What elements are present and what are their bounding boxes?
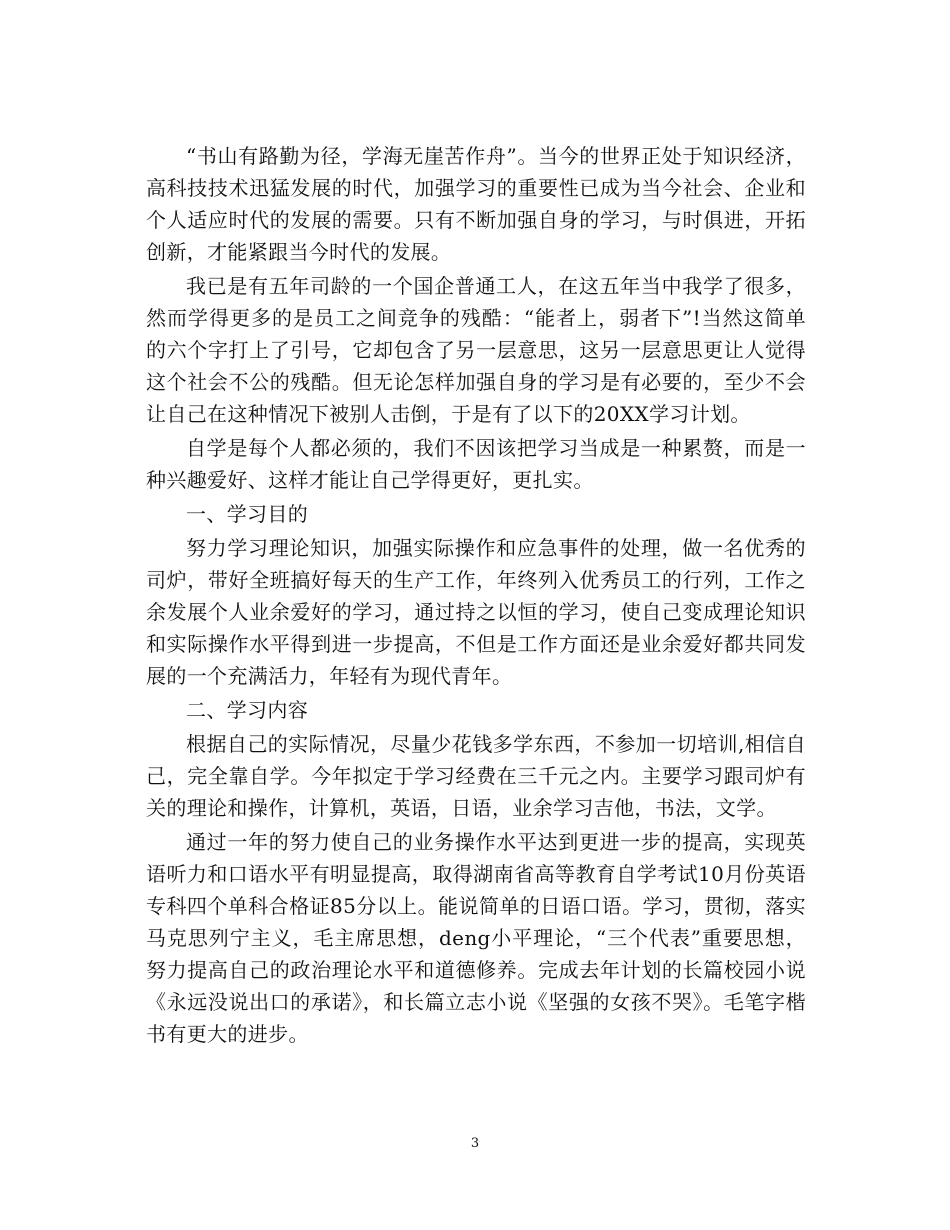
section-heading-purpose: 一、学习目的 bbox=[186, 502, 309, 526]
paragraph-content: 根据自己的实际情况，尽量少花钱多学东西，不参加一切培训,相信自己，完全靠自学。今年拟定于学习经费在三千元之内。主要学习跟司炉有关的理论和操作，计算机，英语，日语，业余学习吉他，书法，文学。 bbox=[146, 732, 806, 820]
section-heading-content: 二、学习内容 bbox=[186, 698, 309, 722]
paragraph-goals: 通过一年的努力使自己的业务操作水平达到更进一步的提高，实现英语听力和口语水平有明显提高，取得湖南省高等教育自学考试10月份英语专科四个单科合格证85分以上。能说简单的日语口语。学习，贯彻，落实马克思列宁主义，毛主席思想，deng小平理论，“三个代表”重要思想，努力提高自己的政治理论水平和道德修养。完成去年计划的长篇校园小说《永远没说出口的承诺》，和长篇立志小说《坚强的女孩不哭》。毛笔字楷书有更大的进步。 bbox=[146, 830, 806, 1046]
paragraph-intro-quote: “书山有路勤为径，学海无崖苦作舟”。当今的世界正处于知识经济，高科技技术迅猛发展的时代，加强学习的重要性已成为当今社会、企业和个人适应时代的发展的需要。只有不断加强自身的学习，与时俱进，开拓创新，才能紧跟当今时代的发展。 bbox=[146, 144, 806, 264]
paragraph-self-study: 自学是每个人都必须的，我们不因该把学习当成是一种累赘，而是一种兴趣爱好、这样才能让自己学得更好，更扎实。 bbox=[146, 436, 806, 492]
paragraph-background: 我已是有五年司龄的一个国企普通工人，在这五年当中我学了很多，然而学得更多的是员工之间竞争的残酷：“能者上，弱者下”!当然这简单的六个字打上了引号，它却包含了另一层意思，这另一层意思更让人觉得这个社会不公的残酷。但无论怎样加强自身的学习是有必要的，至少不会让自己在这种情况下被别人击倒，于是有了以下的20XX学习计划。 bbox=[146, 274, 806, 426]
page-number: 3 bbox=[470, 1136, 480, 1151]
document-body bbox=[146, 140, 806, 1050]
paragraph-purpose: 努力学习理论知识，加强实际操作和应急事件的处理，做一名优秀的司炉，带好全班搞好每天的生产工作，年终列入优秀员工的行列，工作之余发展个人业余爱好的学习，通过持之以恒的学习，使自己变成理论知识和实际操作水平得到进一步提高，不但是工作方面还是业余爱好都共同发展的一个充满活力，年轻有为现代青年。 bbox=[146, 536, 806, 688]
